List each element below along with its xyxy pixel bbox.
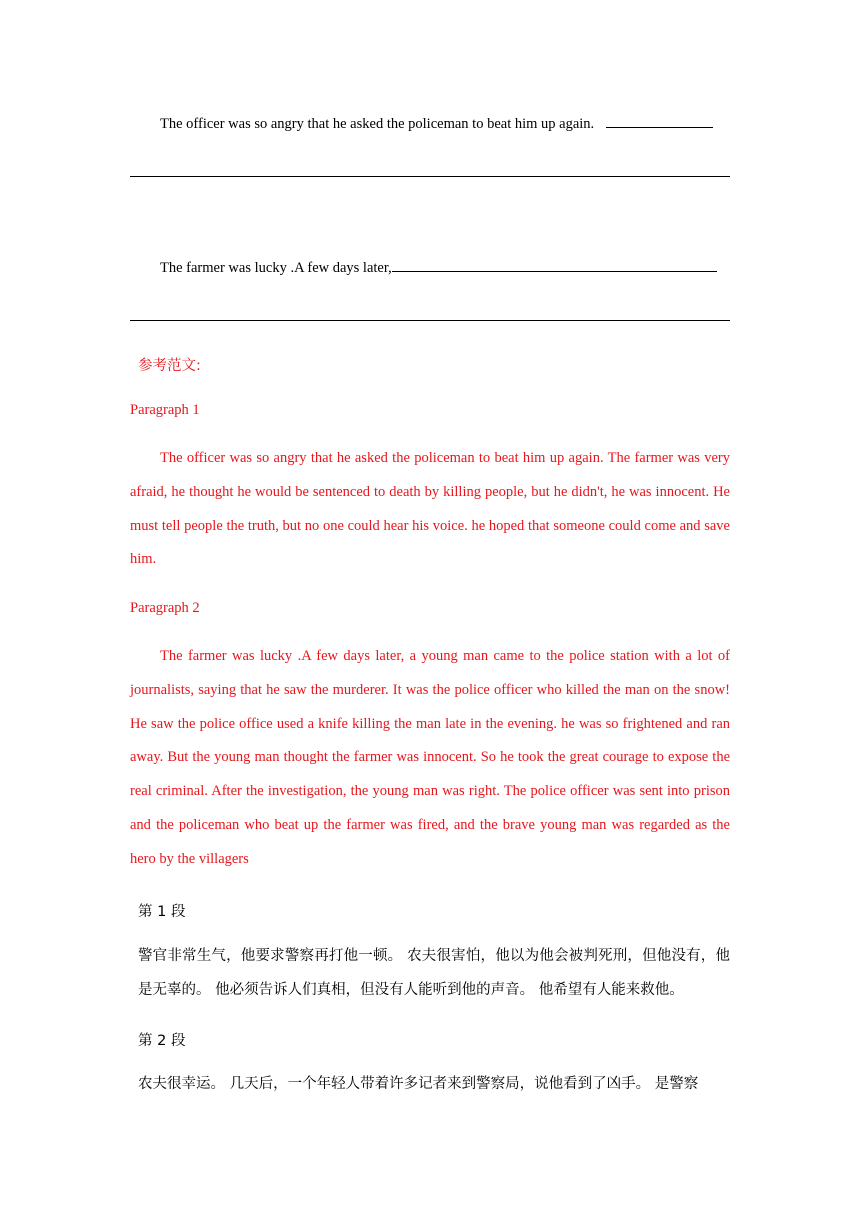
prompt-2-text: The farmer was lucky .A few days later, xyxy=(160,260,392,276)
prompt-1-text: The officer was so angry that he asked the policeman to beat him up again. xyxy=(160,116,595,132)
answer-line-2[interactable] xyxy=(130,320,730,321)
prompt-line-2 xyxy=(130,257,760,277)
paragraph-2-text: The farmer was lucky .A few days later, a young man came to the police station with a lot of journalists, saying that he saw the murderer. It was the police officer who killed the man on the snow! He saw the police office used a knife killing the man late in the evening. he was so frightened and ran away. But the young man thought the farmer was innocent. So he took the great courage to expose the real criminal. After the investigation, the young man was right. The police officer was sent into prison and the policeman who beat up the farmer was fired, and the brave young man was regarded as the hero by the villagers xyxy=(130,648,730,867)
chinese-paragraph-1-label: 第 1 段 xyxy=(138,904,186,920)
answer-blank-2[interactable] xyxy=(392,257,717,272)
chinese-paragraph-1-text: 警官非常生气，他要求警察再打他一顿。 农夫很害怕，他以为他会被判死刑，但他没有，他是无辜的。 他必须告诉人们真相，但没有人能听到他的声音。 他希望有人能来救他。 xyxy=(138,948,730,998)
paragraph-2-label: Paragraph 2 xyxy=(130,600,200,616)
chinese-paragraph-2-text: 农夫很幸运。 几天后，一个年轻人带着许多记者来到警察局，说他看到了凶手。 是警察 xyxy=(138,1076,699,1092)
prompt-line-1 xyxy=(130,113,760,133)
reference-label: 参考范文: xyxy=(138,358,201,374)
paragraph-1-text: The officer was so angry that he asked the policeman to beat him up again. The farmer was very afraid, he thought he would be sentenced to death by killing people, but he didn't, he was innocent. He must tell people the truth, but no one could hear his voice. he hoped that someone could come and save him. xyxy=(130,450,730,568)
answer-blank-1[interactable] xyxy=(606,113,713,128)
answer-line-1[interactable] xyxy=(130,176,730,177)
chinese-paragraph-2-label: 第 2 段 xyxy=(138,1033,186,1049)
paragraph-1-label: Paragraph 1 xyxy=(130,402,200,418)
